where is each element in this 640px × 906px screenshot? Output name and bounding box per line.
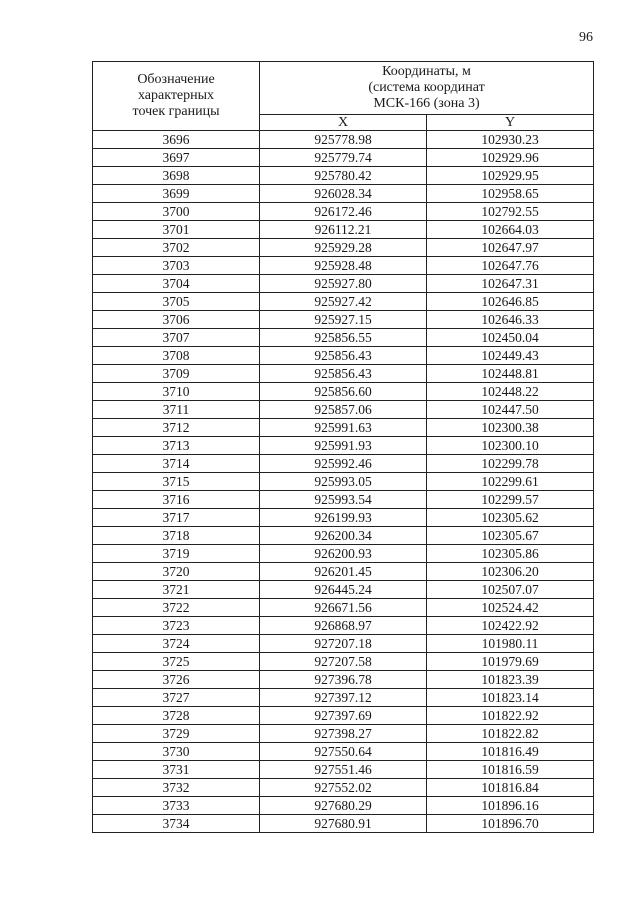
point-id-cell: 3731 [93, 761, 260, 779]
x-coordinate-cell: 925992.46 [260, 455, 427, 473]
table-row [93, 689, 594, 707]
point-id-cell: 3707 [93, 329, 260, 347]
coords-header-line: МСК-166 (зона 3) [373, 96, 480, 111]
table-row [93, 365, 594, 383]
x-coordinate-cell: 927398.27 [260, 725, 427, 743]
x-coordinate-cell: 925927.80 [260, 275, 427, 293]
coordinates-table [92, 61, 594, 833]
y-coordinate-cell: 101896.16 [427, 797, 594, 815]
table-row [93, 509, 594, 527]
x-coordinate-cell: 925927.42 [260, 293, 427, 311]
y-coordinate-cell: 101979.69 [427, 653, 594, 671]
table-row [93, 203, 594, 221]
x-coordinate-cell: 926028.34 [260, 185, 427, 203]
x-coordinate-cell: 926445.24 [260, 581, 427, 599]
table-row [93, 671, 594, 689]
point-id-cell: 3702 [93, 239, 260, 257]
point-id-cell: 3719 [93, 545, 260, 563]
x-coordinate-cell: 926200.93 [260, 545, 427, 563]
table-row [93, 797, 594, 815]
x-coordinate-cell: 925856.55 [260, 329, 427, 347]
table-row [93, 761, 594, 779]
table-row [93, 815, 594, 833]
point-id-cell: 3714 [93, 455, 260, 473]
x-coordinate-cell: 925991.93 [260, 437, 427, 455]
point-id-cell: 3724 [93, 635, 260, 653]
x-coordinate-cell: 925856.60 [260, 383, 427, 401]
point-id-cell: 3715 [93, 473, 260, 491]
x-coordinate-cell: 927397.12 [260, 689, 427, 707]
x-coordinate-cell: 927550.64 [260, 743, 427, 761]
y-coordinate-cell: 102507.07 [427, 581, 594, 599]
point-id-cell: 3732 [93, 779, 260, 797]
x-coordinate-cell: 927207.58 [260, 653, 427, 671]
y-coordinate-cell: 102422.92 [427, 617, 594, 635]
point-id-cell: 3699 [93, 185, 260, 203]
y-coordinate-cell: 102646.85 [427, 293, 594, 311]
table-body [93, 131, 594, 833]
point-id-cell: 3728 [93, 707, 260, 725]
table-row [93, 257, 594, 275]
y-coordinate-cell: 101816.84 [427, 779, 594, 797]
point-id-cell: 3700 [93, 203, 260, 221]
y-coordinate-cell: 102646.33 [427, 311, 594, 329]
coords-header-line: Координаты, м [382, 64, 471, 79]
x-column-header: X [260, 115, 427, 131]
table-row [93, 779, 594, 797]
y-coordinate-cell: 101822.92 [427, 707, 594, 725]
point-id-cell: 3705 [93, 293, 260, 311]
point-id-cell: 3696 [93, 131, 260, 149]
y-coordinate-cell: 101980.11 [427, 635, 594, 653]
point-id-cell: 3723 [93, 617, 260, 635]
point-id-cell: 3727 [93, 689, 260, 707]
y-coordinate-cell: 101823.14 [427, 689, 594, 707]
point-id-cell: 3708 [93, 347, 260, 365]
table-row [93, 545, 594, 563]
point-header-line: Обозначение [137, 72, 215, 87]
x-coordinate-cell: 927397.69 [260, 707, 427, 725]
table-row [93, 167, 594, 185]
table-row [93, 455, 594, 473]
point-designation-header [93, 62, 260, 131]
x-coordinate-cell: 925779.74 [260, 149, 427, 167]
y-coordinate-cell: 101816.49 [427, 743, 594, 761]
y-coordinate-cell: 102647.31 [427, 275, 594, 293]
table-row [93, 149, 594, 167]
coordinates-header [260, 62, 594, 115]
point-id-cell: 3709 [93, 365, 260, 383]
x-coordinate-cell: 927396.78 [260, 671, 427, 689]
table-row [93, 131, 594, 149]
x-coordinate-cell: 926172.46 [260, 203, 427, 221]
y-coordinate-cell: 102305.86 [427, 545, 594, 563]
y-coordinate-cell: 102524.42 [427, 599, 594, 617]
point-id-cell: 3718 [93, 527, 260, 545]
point-id-cell: 3721 [93, 581, 260, 599]
point-id-cell: 3698 [93, 167, 260, 185]
table-row [93, 725, 594, 743]
page-number: 96 [579, 30, 593, 45]
table-row [93, 581, 594, 599]
table-row [93, 293, 594, 311]
table-row [93, 401, 594, 419]
y-coordinate-cell: 102929.96 [427, 149, 594, 167]
point-id-cell: 3733 [93, 797, 260, 815]
table-row [93, 527, 594, 545]
point-header-line: точек границы [132, 104, 220, 119]
point-id-cell: 3712 [93, 419, 260, 437]
point-header-line: характерных [137, 88, 215, 103]
x-coordinate-cell: 925927.15 [260, 311, 427, 329]
x-coordinate-cell: 925991.63 [260, 419, 427, 437]
x-coordinate-cell: 926199.93 [260, 509, 427, 527]
x-coordinate-cell: 925778.98 [260, 131, 427, 149]
point-id-cell: 3713 [93, 437, 260, 455]
y-coordinate-cell: 102300.38 [427, 419, 594, 437]
x-coordinate-cell: 925993.05 [260, 473, 427, 491]
point-id-cell: 3701 [93, 221, 260, 239]
point-id-cell: 3716 [93, 491, 260, 509]
table-row [93, 617, 594, 635]
table-row [93, 419, 594, 437]
x-coordinate-cell: 927551.46 [260, 761, 427, 779]
y-coordinate-cell: 102299.61 [427, 473, 594, 491]
y-coordinate-cell: 101823.39 [427, 671, 594, 689]
x-coordinate-cell: 926671.56 [260, 599, 427, 617]
table-row [93, 275, 594, 293]
point-id-cell: 3730 [93, 743, 260, 761]
x-coordinate-cell: 925928.48 [260, 257, 427, 275]
x-coordinate-cell: 926200.34 [260, 527, 427, 545]
y-coordinate-cell: 102930.23 [427, 131, 594, 149]
y-coordinate-cell: 102448.22 [427, 383, 594, 401]
table-row [93, 437, 594, 455]
point-id-cell: 3734 [93, 815, 260, 833]
table-row [93, 185, 594, 203]
table-row [93, 635, 594, 653]
y-coordinate-cell: 102299.57 [427, 491, 594, 509]
y-coordinate-cell: 102300.10 [427, 437, 594, 455]
x-coordinate-cell: 925780.42 [260, 167, 427, 185]
y-coordinate-cell: 102450.04 [427, 329, 594, 347]
x-coordinate-cell: 927552.02 [260, 779, 427, 797]
point-id-cell: 3720 [93, 563, 260, 581]
table-row [93, 563, 594, 581]
y-coordinate-cell: 102449.43 [427, 347, 594, 365]
x-coordinate-cell: 927680.91 [260, 815, 427, 833]
table-row [93, 311, 594, 329]
point-id-cell: 3726 [93, 671, 260, 689]
x-coordinate-cell: 925856.43 [260, 347, 427, 365]
x-coordinate-cell: 926868.97 [260, 617, 427, 635]
y-coordinate-cell: 101816.59 [427, 761, 594, 779]
point-id-cell: 3711 [93, 401, 260, 419]
y-coordinate-cell: 101896.70 [427, 815, 594, 833]
y-coordinate-cell: 101822.82 [427, 725, 594, 743]
y-coordinate-cell: 102664.03 [427, 221, 594, 239]
table-row [93, 221, 594, 239]
point-id-cell: 3703 [93, 257, 260, 275]
table-row [93, 347, 594, 365]
table-row [93, 491, 594, 509]
x-coordinate-cell: 927680.29 [260, 797, 427, 815]
y-coordinate-cell: 102447.50 [427, 401, 594, 419]
x-coordinate-cell: 925993.54 [260, 491, 427, 509]
point-id-cell: 3710 [93, 383, 260, 401]
point-id-cell: 3697 [93, 149, 260, 167]
y-coordinate-cell: 102929.95 [427, 167, 594, 185]
y-coordinate-cell: 102647.97 [427, 239, 594, 257]
y-coordinate-cell: 102647.76 [427, 257, 594, 275]
table-row [93, 329, 594, 347]
y-coordinate-cell: 102958.65 [427, 185, 594, 203]
table-row [93, 599, 594, 617]
table-row [93, 707, 594, 725]
x-coordinate-cell: 926201.45 [260, 563, 427, 581]
point-id-cell: 3722 [93, 599, 260, 617]
y-coordinate-cell: 102792.55 [427, 203, 594, 221]
x-coordinate-cell: 927207.18 [260, 635, 427, 653]
y-coordinate-cell: 102306.20 [427, 563, 594, 581]
point-id-cell: 3725 [93, 653, 260, 671]
y-coordinate-cell: 102448.81 [427, 365, 594, 383]
x-coordinate-cell: 926112.21 [260, 221, 427, 239]
table-row [93, 653, 594, 671]
table-row [93, 383, 594, 401]
y-coordinate-cell: 102305.67 [427, 527, 594, 545]
x-coordinate-cell: 925929.28 [260, 239, 427, 257]
y-column-header: Y [427, 115, 594, 131]
y-coordinate-cell: 102305.62 [427, 509, 594, 527]
point-id-cell: 3704 [93, 275, 260, 293]
y-coordinate-cell: 102299.78 [427, 455, 594, 473]
x-coordinate-cell: 925857.06 [260, 401, 427, 419]
table-row [93, 239, 594, 257]
point-id-cell: 3729 [93, 725, 260, 743]
point-id-cell: 3717 [93, 509, 260, 527]
table-row [93, 743, 594, 761]
x-coordinate-cell: 925856.43 [260, 365, 427, 383]
coords-header-line: (система координат [368, 80, 485, 95]
table-row [93, 473, 594, 491]
point-id-cell: 3706 [93, 311, 260, 329]
